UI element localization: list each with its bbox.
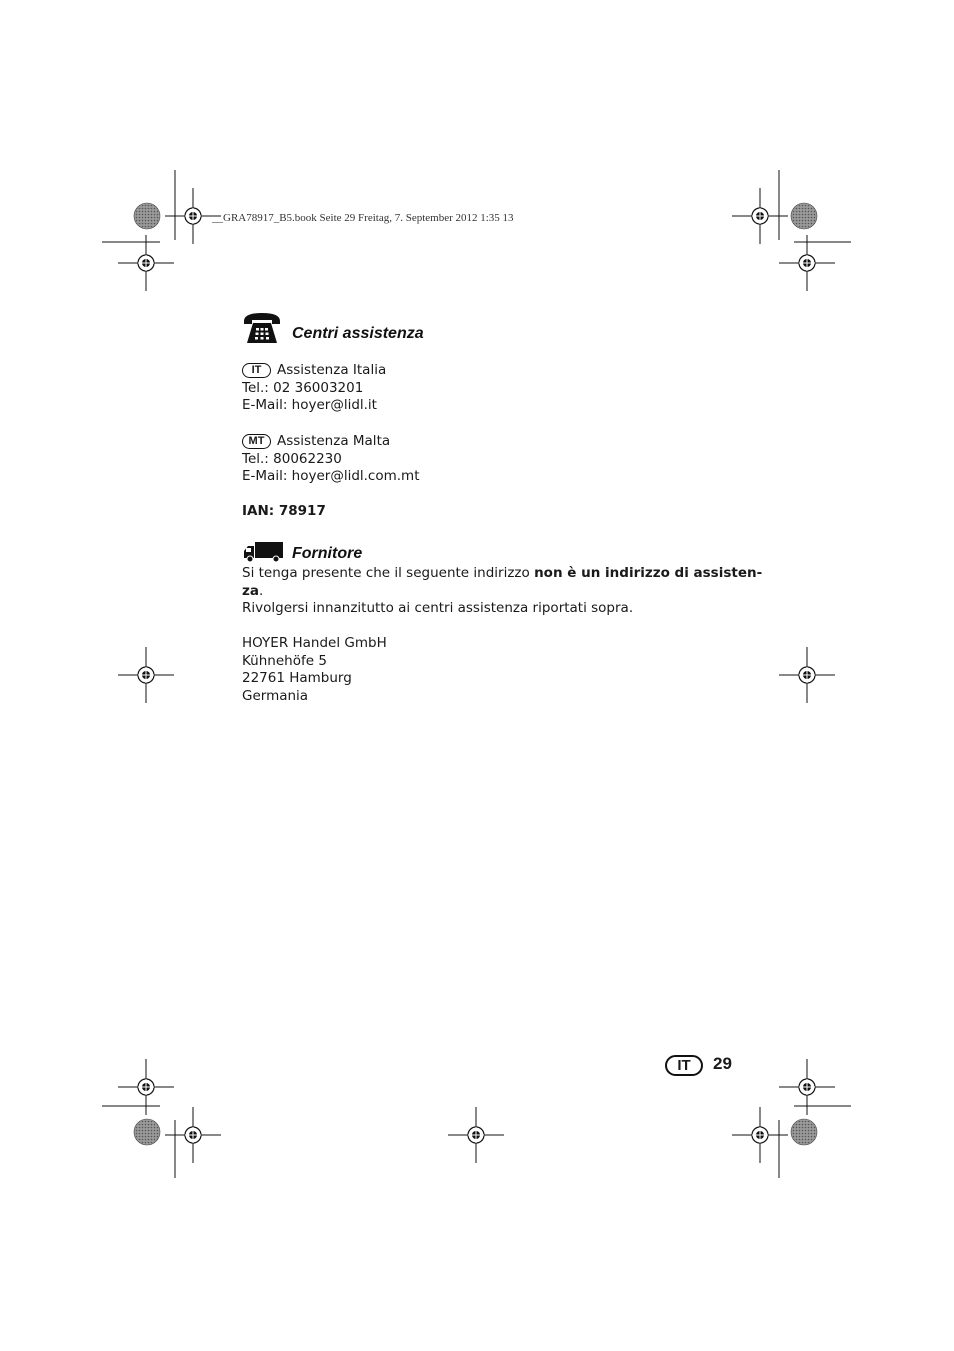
service-email: E-Mail: hoyer@lidl.com.mt xyxy=(242,468,420,485)
note-emphasis: non è un indirizzo di assisten- xyxy=(534,565,763,581)
language-badge: IT xyxy=(665,1055,703,1076)
service-entry-italy xyxy=(242,362,386,415)
note-text: Si tenga presente che il seguente indirizzo xyxy=(242,565,535,581)
supplier-title: Fornitore xyxy=(292,545,363,562)
service-email: E-Mail: hoyer@lidl.it xyxy=(242,397,377,414)
note-text: Rivolgersi innanzitutto ai centri assistenza riportati sopra. xyxy=(242,600,634,617)
service-title: Centri assistenza xyxy=(292,325,424,342)
country-badge: IT xyxy=(242,363,271,378)
address-line: HOYER Handel GmbH xyxy=(242,635,387,651)
supplier-note xyxy=(242,565,762,618)
telephone-icon xyxy=(242,310,282,346)
address-line: 22761 Hamburg xyxy=(242,670,352,687)
print-header: __GRA78917_B5.book Seite 29 Freitag, 7. September 2012 1:35 13 xyxy=(212,212,514,224)
service-phone: Tel.: 80062230 xyxy=(242,450,342,467)
page-number: 29 xyxy=(713,1054,732,1073)
service-name: Assistenza Malta xyxy=(277,433,391,449)
supplier-address xyxy=(242,635,387,705)
service-phone: Tel.: 02 36003201 xyxy=(242,379,364,396)
address-line: Kühnehöfe 5 xyxy=(242,652,327,669)
country-badge: MT xyxy=(242,434,271,449)
note-emphasis: za xyxy=(242,582,259,599)
note-text: . xyxy=(258,582,264,599)
address-line: Germania xyxy=(242,687,309,704)
ian-number: IAN: 78917 xyxy=(242,503,326,519)
truck-icon xyxy=(242,541,284,563)
service-entry-malta xyxy=(242,433,420,486)
service-name: Assistenza Italia xyxy=(277,362,387,378)
